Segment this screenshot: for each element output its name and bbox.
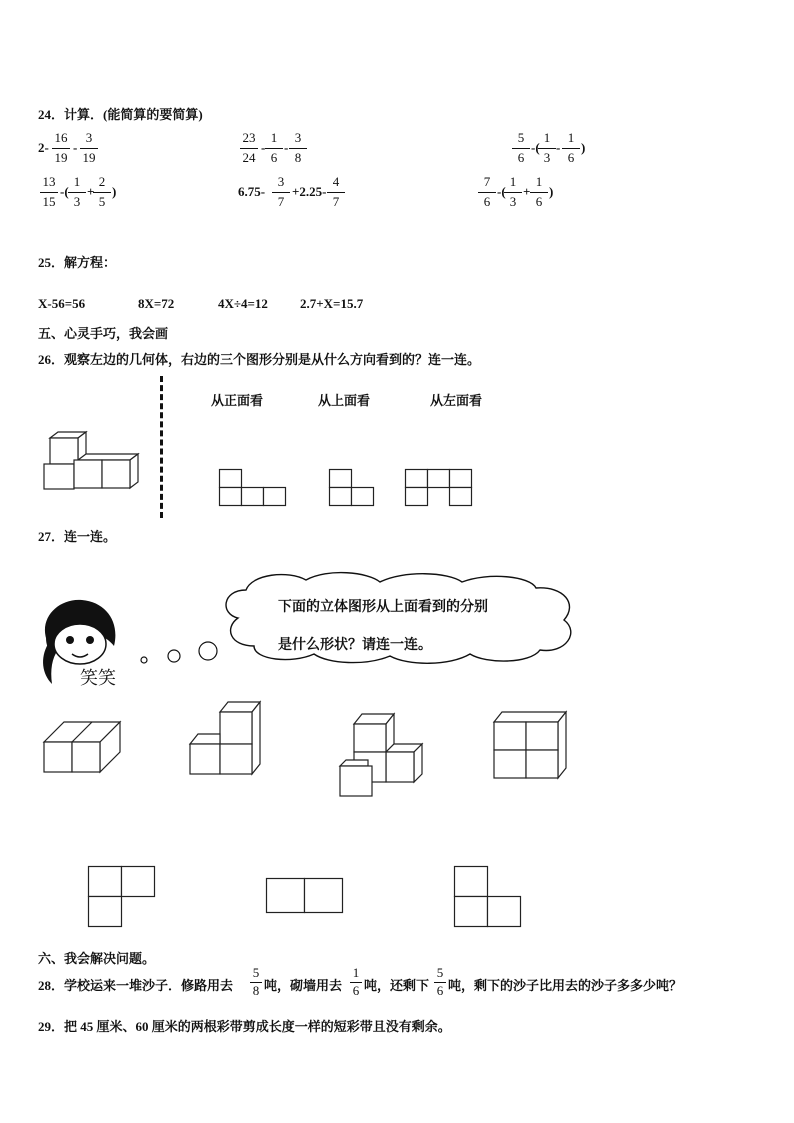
expr-operator: - (284, 140, 289, 155)
expr-operator: -( (531, 140, 540, 155)
view-label-left: 从左面看 (430, 393, 483, 408)
plane-view-1 (88, 866, 160, 930)
plane-view-2 (266, 878, 346, 916)
girl-illustration (36, 596, 226, 692)
expr-operator: + (523, 184, 531, 199)
expr-paren: ) (112, 184, 117, 199)
q28-text-1: 28．学校运来一堆沙子．修路用去 (38, 978, 234, 993)
girl-name-label: 笑笑 (80, 668, 116, 689)
expr-text: 6.75- (238, 184, 266, 199)
bubble-text-line1: 下面的立体图形从上面看到的分别 (278, 600, 488, 615)
expr-text: 2- (38, 140, 49, 155)
solid-a (40, 718, 130, 780)
plane-view-3 (454, 866, 526, 930)
section-5-heading: 五、心灵手巧，我会画 (38, 326, 169, 341)
equation-4: 2.7+X=15.7 (300, 296, 364, 311)
view-label-front: 从正面看 (211, 393, 264, 408)
q27-title: 27．连一连。 (38, 529, 117, 544)
equation-2: 8X=72 (138, 296, 175, 311)
q24-title: 24．计算．(能简算的要简算) (38, 107, 203, 122)
equation-3: 4X÷4=12 (218, 296, 268, 311)
view-label-top: 从上面看 (318, 393, 371, 408)
q28-text-3: 吨，还剩下 (364, 978, 430, 993)
solid-b (186, 700, 270, 776)
view-shape-2 (329, 469, 379, 509)
divider-dashed-line (160, 376, 163, 518)
bubble-text-line2: 是什么形状？请连一连。 (278, 638, 432, 653)
section-6-heading: 六、我会解决问题。 (38, 951, 156, 966)
view-shape-3 (405, 469, 475, 509)
expr-paren: ) (549, 184, 554, 199)
expr-operator: +2.25- (292, 184, 327, 199)
q28-problem: 28．学校运来一堆沙子．修路用去 5 8 吨，砌墙用去 1 6 吨，还剩下 5 6 吨，剩下的沙子比用去的沙子多多少吨？ (38, 965, 683, 998)
q28-text-2: 吨，砌墙用去 (264, 978, 343, 993)
expr-operator: + (87, 184, 95, 199)
q29-text: 29．把 45 厘米、60 厘米的两根彩带剪成长度一样的短彩带且没有剩余。 (38, 1019, 451, 1034)
q28-text-4: 吨，剩下的沙子比用去的沙子多多少吨？ (448, 978, 683, 993)
q26-solid-figure (40, 430, 150, 500)
expr-operator: -( (60, 184, 69, 199)
solid-c (338, 710, 428, 800)
expr-operator: -( (497, 184, 506, 199)
expr-operator: - (261, 140, 266, 155)
q25-title: 25．解方程： (38, 255, 117, 270)
expr-operator: - (556, 140, 561, 155)
q26-title: 26．观察左边的几何体，右边的三个图形分别是从什么方向看到的？连一连。 (38, 352, 481, 367)
expr-paren: ) (581, 140, 586, 155)
equation-1: X-56=56 (38, 296, 86, 311)
solid-d (490, 710, 570, 780)
expr-operator: - (73, 140, 78, 155)
view-shape-1 (219, 469, 289, 509)
